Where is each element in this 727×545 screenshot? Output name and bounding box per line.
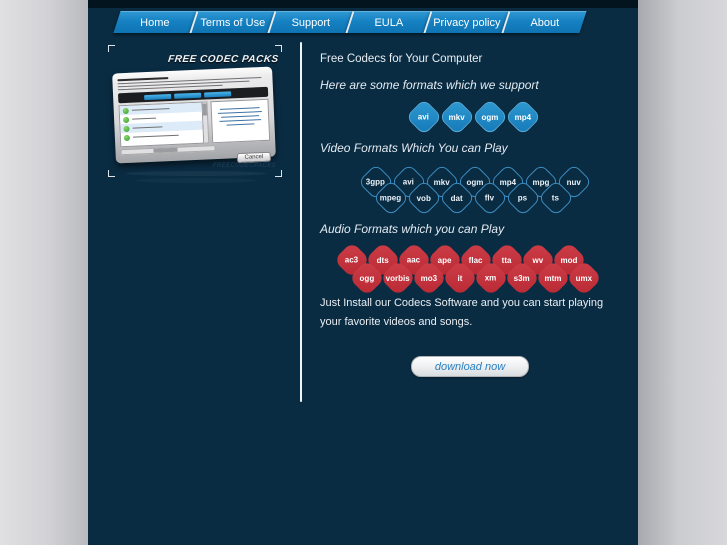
scrollbar-thumb (153, 148, 177, 153)
top-strip (88, 0, 638, 8)
format-badge-label: s3m (513, 273, 531, 283)
info-text-line (219, 119, 261, 122)
installer-tab (204, 91, 231, 97)
left-gutter (0, 0, 88, 545)
installer-window-preview (112, 67, 276, 164)
format-badge-label: flac (469, 255, 483, 265)
format-badge-umx (566, 260, 603, 297)
format-badge-vorbis (380, 260, 417, 297)
nav-tab-label: Support (291, 16, 331, 29)
nav-tab-home[interactable] (113, 11, 196, 33)
format-badge-label: ts (552, 193, 560, 203)
format-badge-label: mo3 (420, 273, 438, 283)
format-badge-label: mp4 (499, 177, 517, 187)
codec-icon (123, 125, 129, 131)
format-badge-ts (538, 180, 575, 217)
format-badge-label: 3gpp (366, 177, 386, 187)
download-now-button[interactable] (411, 356, 529, 377)
format-badge-ogm (472, 99, 509, 136)
cancel-button: Cancel (237, 152, 271, 163)
format-badge-label: mkv (448, 112, 466, 122)
format-badge-label: ogm (466, 177, 484, 187)
audio-formats-heading: Audio Formats which you can Play (320, 222, 505, 236)
corner-mark-top-left (108, 45, 115, 52)
info-text-line (226, 123, 255, 125)
format-badge-label: aac (407, 255, 421, 265)
supported-formats-row (411, 104, 536, 130)
format-badge-label: dts (377, 255, 389, 265)
format-badge-it (442, 260, 479, 297)
watermark-text: FREECODECPACKS (212, 163, 276, 169)
format-badge-ogg (349, 260, 386, 297)
install-description: Just Install our Codecs Software and you can start playing your favorite videos and songs. (320, 297, 604, 328)
installer-body (119, 99, 271, 148)
format-badge-label: vob (416, 193, 432, 203)
installer-tab (144, 93, 171, 99)
format-badge-label: nuv (566, 177, 582, 187)
corner-mark-top-right (275, 45, 282, 52)
info-text-line (218, 111, 262, 114)
right-gutter (638, 0, 727, 545)
audio-formats-row-2 (354, 265, 597, 291)
nav-tab-terms-of-use[interactable] (189, 11, 274, 33)
nav-tab-label: EULA (374, 16, 404, 29)
format-badge-label: ogg (359, 273, 375, 283)
format-badge-label: avi (418, 112, 430, 122)
format-badge-label: mtm (544, 273, 562, 283)
format-badge-s3m (504, 260, 541, 297)
download-button-label: download now (434, 360, 506, 373)
format-badge-label: mod (560, 255, 578, 265)
info-text-line (219, 107, 260, 110)
format-badge-label: flv (485, 193, 495, 203)
video-formats-heading: Video Formats Which You can Play (320, 141, 508, 155)
codec-icon (124, 134, 130, 140)
format-badge-label: mpeg (380, 193, 402, 203)
nav-tab-privacy-policy[interactable] (423, 11, 508, 33)
codec-item-text (132, 118, 156, 120)
format-badge-dat (439, 180, 476, 217)
video-formats-row-2 (378, 185, 569, 211)
scrollbar-thumb (203, 103, 208, 115)
codec-icon (123, 116, 129, 122)
software-screenshot-thumbnail (108, 45, 282, 177)
corner-mark-bottom-left (108, 170, 115, 177)
format-badge-label: ape (438, 255, 452, 265)
installer-codec-list (119, 102, 205, 148)
support-heading: Here are some formats which we support (320, 78, 539, 92)
format-badge-label: mkv (433, 177, 451, 187)
format-badge-label: ac3 (345, 255, 359, 265)
reflection (126, 171, 266, 176)
page-title: Free Codecs for Your Computer (320, 53, 483, 65)
nav-tab-label: About (530, 16, 560, 29)
codec-item-text (132, 108, 170, 111)
installer-info-panel (210, 99, 270, 143)
nav-tab-label: Home (140, 16, 170, 29)
codec-item-text (133, 135, 179, 138)
format-badge-label: xm (485, 273, 497, 283)
nav-tab-support[interactable] (267, 11, 352, 33)
format-badge-label: ps (518, 193, 528, 203)
format-badge-label: tta (502, 255, 512, 265)
nav-tab-label: Privacy policy (433, 16, 501, 29)
format-badge-label: vorbis (385, 273, 411, 283)
info-text-line (221, 115, 258, 118)
codec-item-text (132, 126, 162, 128)
format-badge-label: umx (575, 273, 593, 283)
format-badge-mp4 (505, 99, 542, 136)
codec-icon (123, 107, 129, 113)
vertical-divider (300, 42, 302, 402)
format-badge-label: avi (403, 177, 415, 187)
free-codec-packs-logo: FREE CODEC PACKS (167, 54, 280, 65)
format-badge-mkv (439, 99, 476, 136)
format-badge-avi (406, 99, 443, 136)
format-badge-xm (473, 260, 510, 297)
format-badge-label: it (457, 273, 463, 283)
format-badge-mo3 (411, 260, 448, 297)
nav-tab-label: Terms of Use (200, 16, 266, 29)
corner-mark-bottom-right (275, 170, 282, 177)
format-badge-label: dat (451, 193, 463, 203)
format-badge-label: mp4 (514, 112, 532, 122)
format-badge-mtm (535, 260, 572, 297)
vertical-scrollbar (202, 101, 209, 143)
nav-tab-eula[interactable] (345, 11, 430, 33)
main-page (88, 0, 638, 545)
format-badge-label: wv (532, 255, 544, 265)
format-badge-mpeg (373, 180, 410, 217)
reflection (136, 178, 256, 183)
format-badge-vob (406, 180, 443, 217)
format-badge-label: ogm (481, 112, 499, 122)
format-badge-flv (472, 180, 509, 217)
main-navigation (117, 11, 583, 32)
installer-tab (174, 92, 201, 98)
format-badge-label: mpg (532, 177, 550, 187)
nav-tab-about[interactable] (501, 11, 586, 33)
format-badge-ps (505, 180, 542, 217)
